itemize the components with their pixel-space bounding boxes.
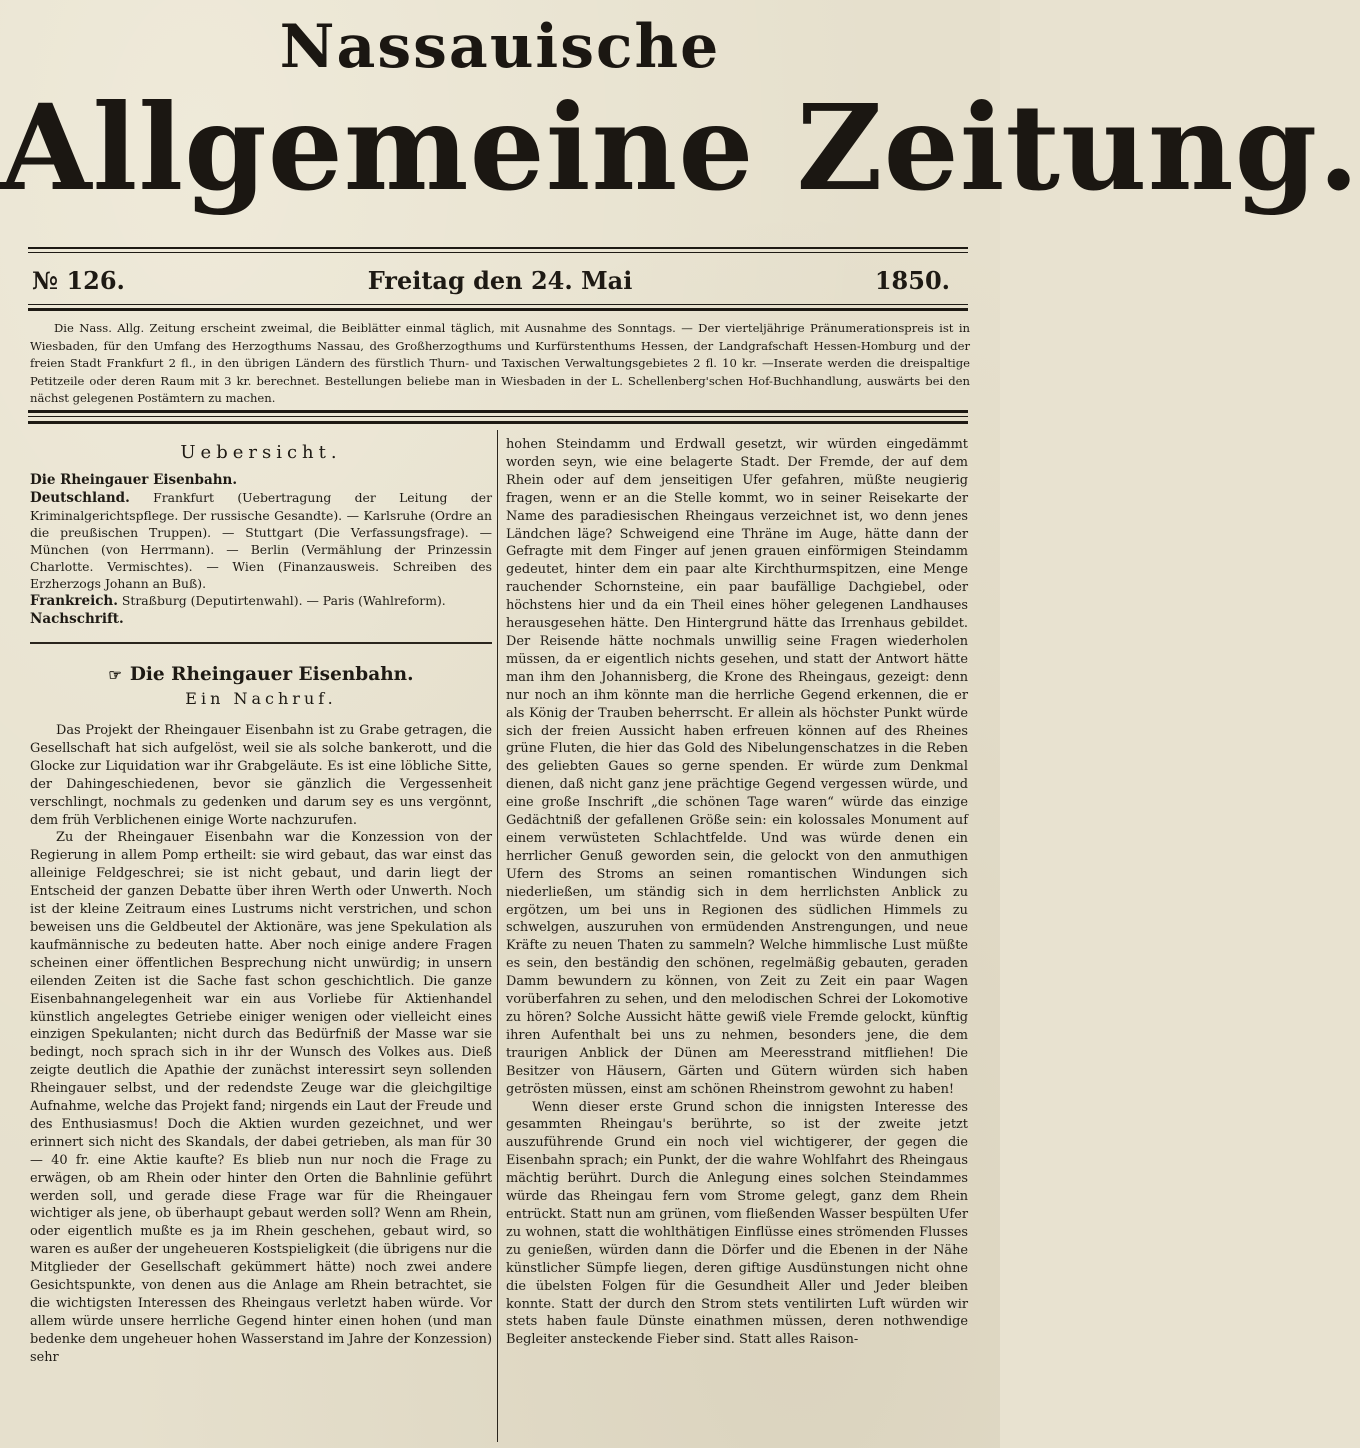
article-title bbox=[30, 664, 492, 685]
toc-entry-heading: Deutschland. bbox=[30, 490, 130, 506]
issue-number: № 126. bbox=[32, 266, 125, 295]
issue-year: 1850. bbox=[874, 266, 950, 295]
pointing-hand-icon: ☞ bbox=[108, 666, 122, 684]
toc-entry bbox=[30, 592, 492, 610]
article-paragraph: Das Projekt der Rheingauer Eisenbahn ist zu Grabe getragen, die Gesellschaft hat sich aufgelöst, weil sie als solche bankerott, und die Glocke zur Liquidation war ihr Grabgeläute. Es ist eine löbliche Sitte, der Dahingeschiedenen, bevor sie gänzlich die Vergessenheit verschlingt, nochmals zu gedenken und darum sey es uns vergönnt, dem früh Verblichenen einige Worte nachzurufen. bbox=[30, 723, 492, 828]
dateline bbox=[30, 266, 970, 302]
right-column bbox=[506, 436, 968, 1442]
toc-entry-heading: Die Rheingauer Eisenbahn. bbox=[30, 472, 238, 488]
article-body-right bbox=[506, 436, 968, 1349]
masthead-line-1: Nassauische bbox=[279, 12, 721, 82]
notice-rule-thin bbox=[28, 416, 968, 417]
toc-entry-heading: Frankreich. bbox=[30, 593, 118, 609]
masthead-title: Allgemeine Zeitung. bbox=[0, 78, 1360, 217]
article-paragraph: Zu der Rheingauer Eisenbahn war die Konzession von der Regierung in allem Pomp ertheilt: sie wird gebaut, das war einst das alleinige Feldgeschrei; sie ist nicht gebaut, und darin liegt der Entscheid der ganzen Debatte über ihren Werth oder Unwerth. Noch ist der kleine Zeitraum eines Lustrums nicht verstrichen, und schon beweisen uns die Geldbeutel der Aktionäre, was jene Spekulation als kaufmännische zu bedeuten hatte. Aber noch einige andere Fragen scheinen einer öffentlichen Besprechung nicht unwürdig; in unsern eilenden Zeiten ist die Sache fast schon geschichtlich. Die ganze Eisenbahnangelegenheit war ein aus Vorliebe für Aktienhandel künstlich angelegtes Getriebe einiger wenigen oder vielleicht eines einzigen Spekulanten; nicht durch das Bedürfniß der Masse war sie bedingt, noch sprach sich in ihr der Wunsch des Volkes aus. Dieß zeigte deutlich die Apathie der zunächst interessirt seyn sollenden Rheingauer selbst, und der redendste Zeuge war die gleichgiltige Aufnahme, welche das Projekt fand; nirgends ein Laut der Freude und des Enthusiasmus! Doch die Aktien wurden gezeichnet, und wer erinnert sich nicht des Skandals, der dabei getrieben, als man für 30 — 40 fr. eine Aktie kaufte? Es blieb nun nur noch die Frage zu erwägen, ob am Rhein oder hinter den Orten die Bahnlinie geführt werden soll, und gerade diese Frage war für die Rheingauer wichtiger als jene, ob überhaupt gebaut werden soll? Wenn am Rhein, oder eigentlich mußte es ja im Rhein geschehen, gebaut wird, so waren es außer der ungeheueren Kostspieligkeit (die übrigens nur die Mitglieder der Gesellschaft gekümmert hätte) noch zwei andere Gesichtspunkte, von denen aus die Anlage am Rhein betrachtet, sie die wichtigsten Interessen des Rheingaus verletzt haben würde. Vor allem würde unsere herrliche Gegend hinter einen hohen (und man bedenke dem ungeheuer hohen Wasserstand im Jahre der Konzession) sehr bbox=[30, 830, 492, 1365]
masthead-rule-top-thin bbox=[28, 252, 968, 253]
article-subtitle: Ein Nachruf. bbox=[185, 689, 337, 708]
left-column bbox=[30, 430, 492, 1442]
article-paragraph: Wenn dieser erste Grund schon die innigsten Interesse des gesammten Rheingau's berührte, so ist der zweite jetzt auszuführende Grund ein noch viel wichtigerer, der gegen die Eisenbahn sprach; ein Punkt, der die wahre Wohlfahrt des Rheingaus mächtig berührt. Durch die Anlegung eines solchen Steindammes würde das Rheingau fern vom Strome gelegt, ganz dem Rhein entrückt. Statt nun am grünen, vom fließenden Wasser bespülten Ufer zu wohnen, statt die wohlthätigen Einflüsse eines strömenden Flusses zu genießen, würden dann die Dörfer und die Ebenen in der Nähe künstlicher Sümpfe liegen, deren giftige Ausdünstungen nicht ohne die übelsten Folgen für die Gesundheit Aller und Jeder bleiben konnte. Statt der durch den Strom stets ventilirten Luft würden wir stets haben faule Dünste einathmen müssen, deren nothwendige Begleiter ansteckende Fieber sind. Statt alles Raison- bbox=[506, 1099, 968, 1348]
notice-rule-thick bbox=[28, 410, 968, 413]
masthead-rule-top bbox=[28, 247, 968, 249]
toc-title: Uebersicht. bbox=[180, 442, 342, 463]
toc-entry-text: Frankfurt (Uebertragung der Leitung der Kriminalgerichtspflege. Der russische Gesandte). — Karlsruhe (Ordre an die preußischen Truppen). — Stuttgart (Die Verfassungsfrage). — München (von Herrmann). — Berlin (Vermählung der Prinzessin Charlotte. Vermischtes). — Wien (Finanzausweis. Schreiben des Erzherzogs Johann an Buß). bbox=[30, 490, 492, 591]
dateline-rule-thin bbox=[28, 304, 968, 305]
table-of-contents bbox=[30, 442, 492, 628]
issue-date: Freitag den 24. Mai bbox=[367, 266, 633, 295]
notice-rule-thick-2 bbox=[28, 421, 968, 424]
subscription-notice bbox=[30, 320, 970, 408]
notice-text: Die Nass. Allg. Zeitung erscheint zweimal, die Beiblätter einmal täglich, mit Ausnahme des Sonntags. — Der vierteljährige Pränumerationspreis ist in Wiesbaden, für den Umfang des Herzogthums Nassau, des Großherzogthums und Kurfürstenthums Hessen, der Landgrafschaft Hessen-Homburg und der freien Stadt Frankfurt 2 fl., in den übrigen Ländern des fürstlich Thurn- und Taxischen Verwaltungsgebietes 2 fl. 10 kr. —Inserate werden die dreispaltige Petitzeile oder deren Raum mit 3 kr. berechnet. Bestellungen beliebe man in Wiesbaden in der L. Schellenberg'schen Hof-Buchhandlung, auswärts bei den nächst gelegenen Postämtern zu machen. bbox=[30, 321, 970, 405]
toc-rule bbox=[30, 642, 492, 644]
toc-entry bbox=[30, 489, 492, 592]
toc-entry-text: Straßburg (Deputirtenwahl). — Paris (Wahlreform). bbox=[117, 593, 446, 608]
article-body-left bbox=[30, 722, 492, 1367]
toc-entry-heading: Nachschrift. bbox=[30, 611, 124, 627]
toc-entry bbox=[30, 471, 492, 489]
dateline-rule-thick bbox=[28, 308, 968, 311]
article-title-text: Die Rheingauer Eisenbahn. bbox=[129, 664, 414, 685]
article-paragraph: hohen Steindamm und Erdwall gesetzt, wir würden eingedämmt worden seyn, wie eine belagerte Stadt. Der Fremde, der auf dem Rhein oder auf dem jenseitigen Ufer gefahren, müßte neugierig fragen, wenn er an die Stelle kommt, wo in seiner Reisekarte der Name des paradiesischen Rheingaus verzeichnet ist, wo denn jenes Ländchen läge? Schweigend eine Thräne im Auge, hätte dann der Gefragte mit dem Finger auf jenen grauen einförmigen Steindamm gedeutet, hinter dem ein paar alte Kirchthurmspitzen, eine Menge rauchender Schornsteine, ein paar baufällige Dachgiebel, oder höchstens hier und da ein Theil eines höher gelegenen Landhauses herausgesehen hätte. Den Hintergrund hätte das Irrenhaus gebildet. Der Reisende hätte nochmals unwillig seine Fragen wiederholen müssen, da er eigentlich nichts gesehen, und statt der Antwort hätte man ihm den Johannisberg, die Krone des Rheingaus, gezeigt: denn nur noch an ihm könnte man die herrliche Gegend erkennen, die er als König der Trauben beherrscht. Er allein als höchster Punkt würde sich der freien Aussicht haben erfreuen können auf des Rheines grüne Fluten, die hier das Gold des Nibelungenschatzes in die Reben des geliebten Gaues so gerne spenden. Er würde zum Denkmal dienen, daß nicht ganz jene prächtige Gegend vergessen würde, und eine große Inschrift „die schönen Tage waren“ würde das einzige Gedächtniß der gefallenen Größe sein: ein kolossales Monument auf einem verwüsteten Schlachtfelde. Und was würde denen ein herrlicher Genuß geworden sein, die gelockt von den anmuthigen Ufern des Stroms an seinen romantischen Windungen sich niederließen, um ständig sich in dem herrlichsten Anblick zu ergötzen, um bei uns in Regionen des südlichen Himmels zu schwelgen, auszuruhen von ermüdenden Anstrengungen, und neue Kräfte zu neuen Thaten zu sammeln? Welche himmlische Lust müßte es sein, den beständig den schönen, regelmäßig gebauten, geraden Damm bewundern zu können, von Zeit zu Zeit ein paar Wagen vorüberfahren zu sehen, und den melodischen Schrei der Lokomotive zu hören? Solche Aussicht hätte gewiß viele Fremde gelockt, künftig ihren Aufenthalt bei uns zu nehmen, besonders jene, die dem traurigen Anblick der Dünen am Meeresstrand mitfliehen! Die Besitzer von Häusern, Gärten und Gütern würden sich haben getrösten müssen, einst am schönen Rheinstrom gewohnt zu haben! bbox=[506, 437, 968, 1097]
column-divider bbox=[497, 430, 498, 1442]
toc-entry bbox=[30, 610, 492, 628]
